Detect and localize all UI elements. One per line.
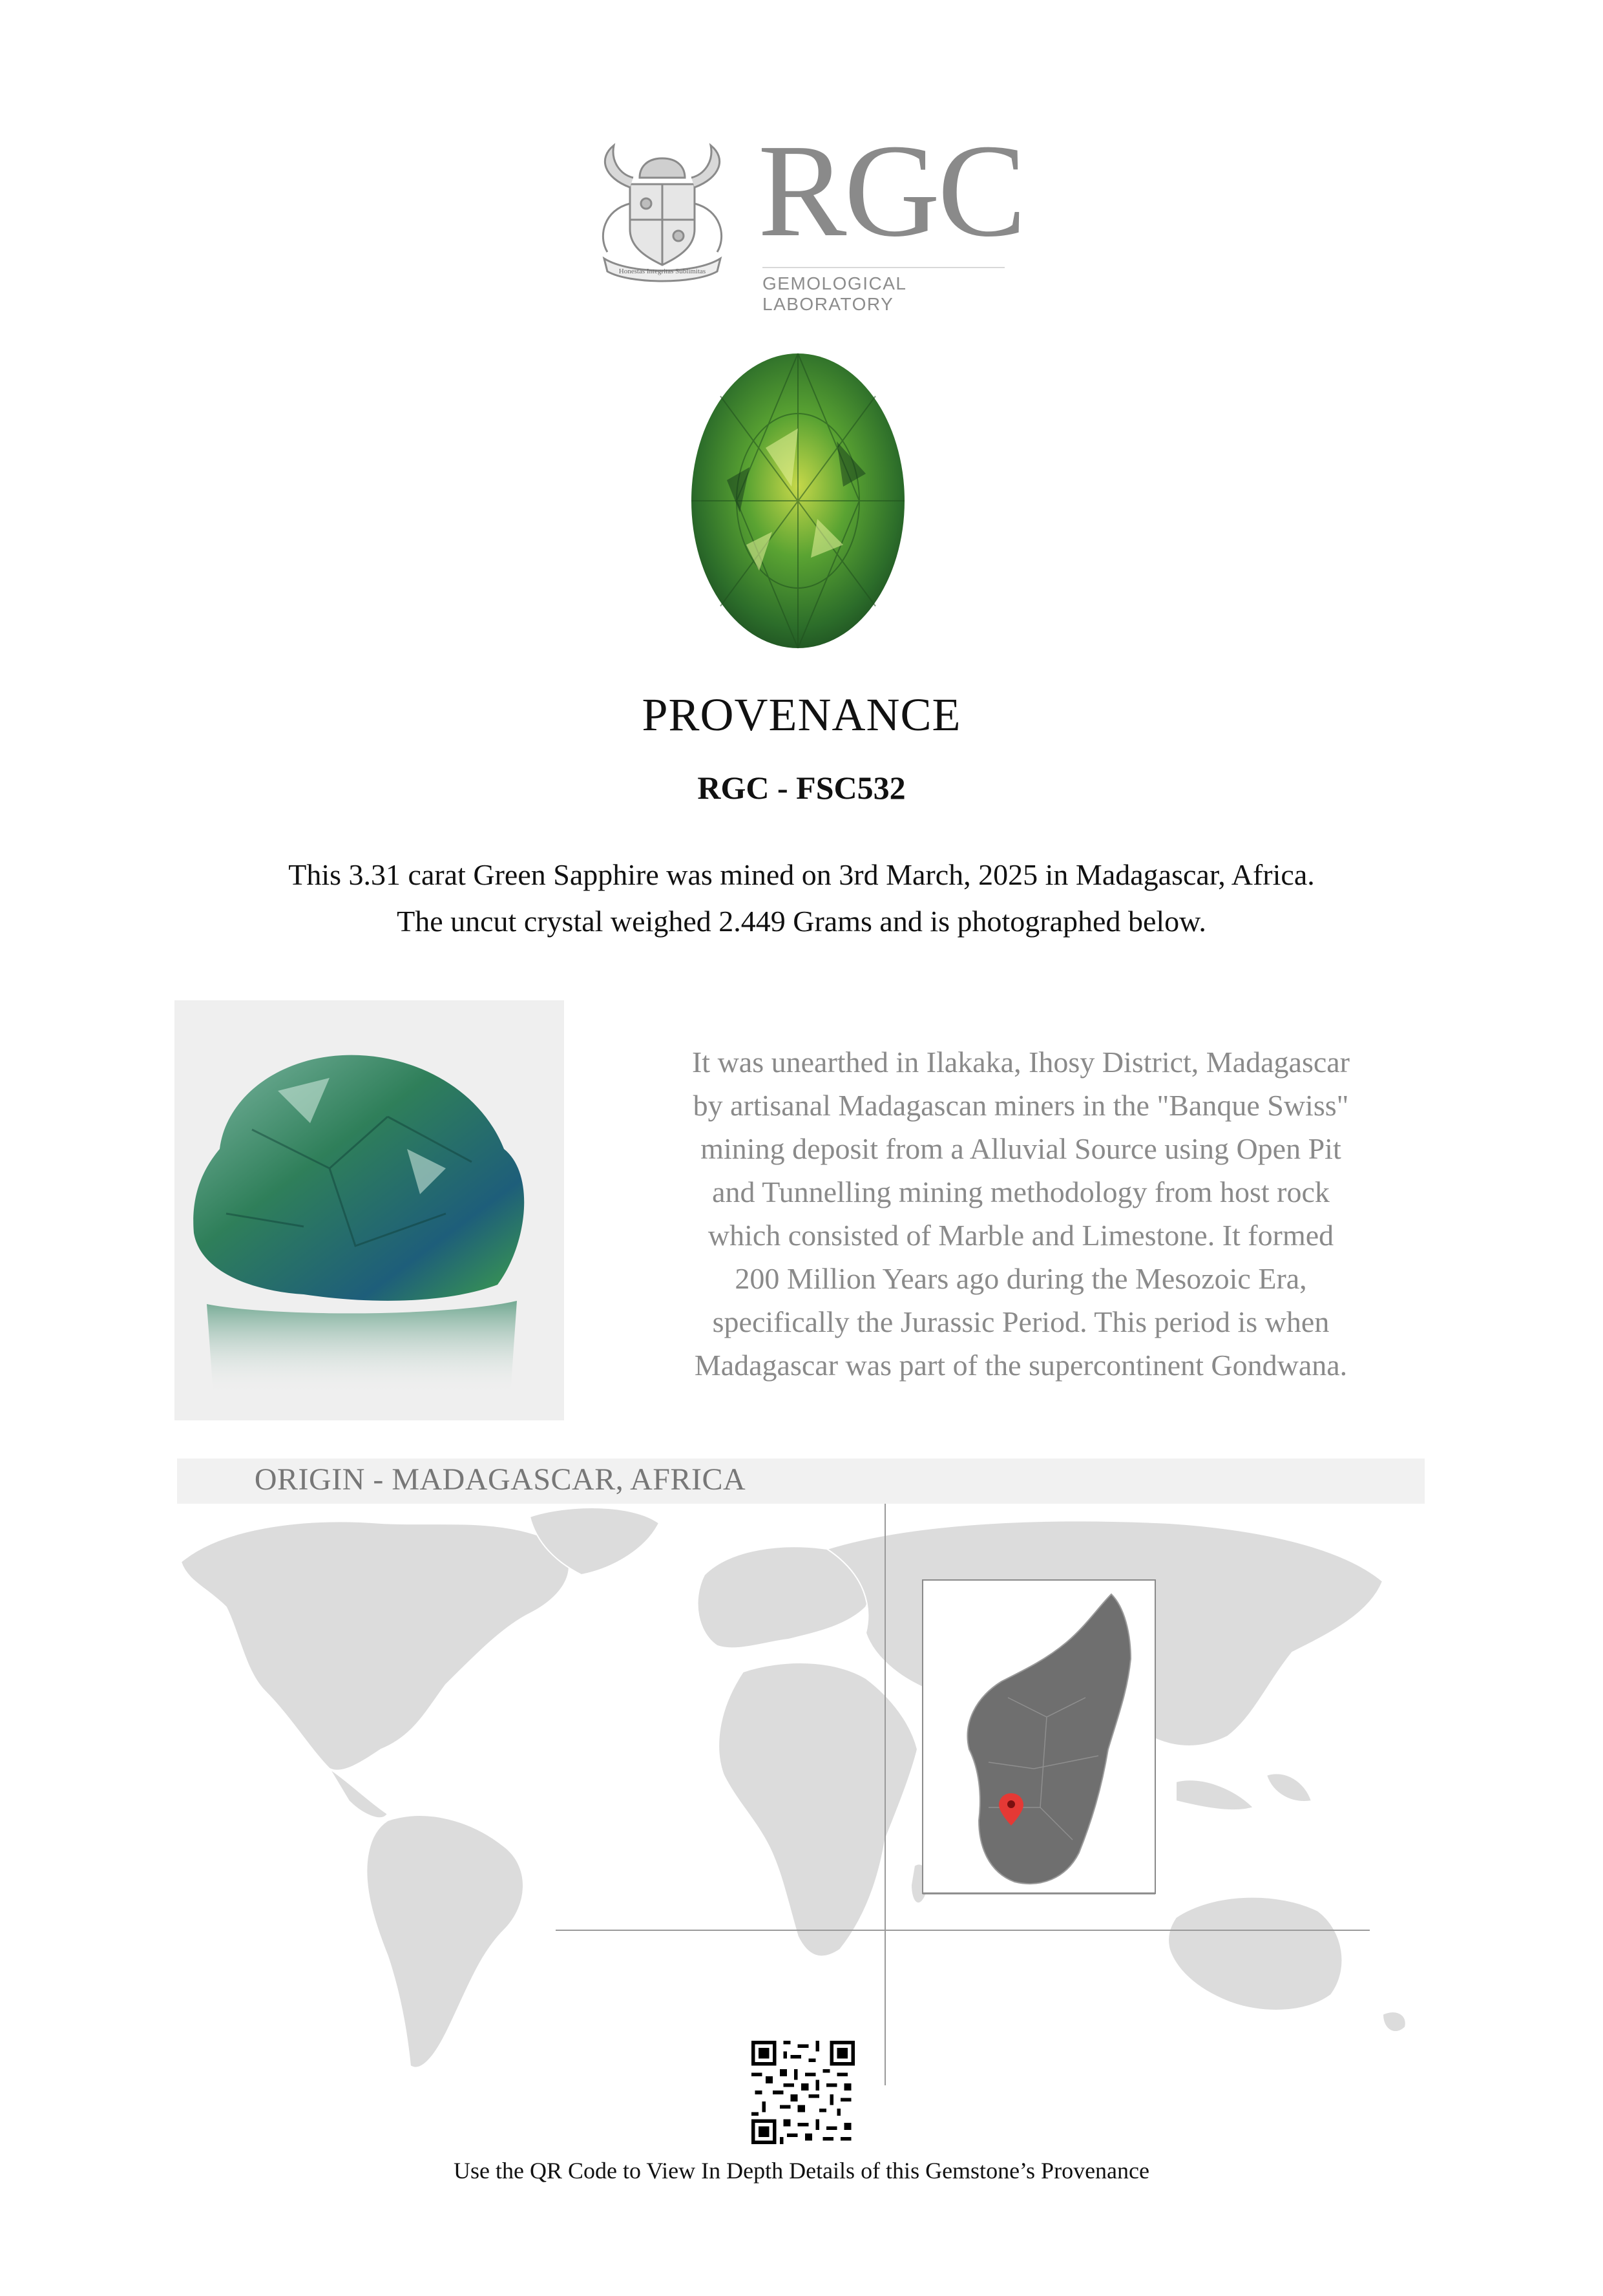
logo-letters: RGC [758, 116, 1024, 264]
description-line: Madagascar was part of the supercontinent Gondwana. [694, 1349, 1348, 1382]
intro-line-1: This 3.31 carat Green Sapphire was mined on 3rd March, 2025 in Madagascar, Africa. [288, 858, 1315, 891]
description-line: which consisted of Marble and Limestone. It formed [707, 1219, 1334, 1252]
provenance-description [620, 1040, 1421, 1387]
intro-text [129, 852, 1474, 945]
crystal-photo [174, 1000, 564, 1420]
certificate-code: RGC - FSC532 [697, 770, 906, 806]
origin-label: ORIGIN - MADAGASCAR, AFRICA [254, 1462, 746, 1497]
madagascar-inset [923, 1580, 1155, 1893]
description-line: It was unearthed in Ilakaka, Ihosy District, Madagascar [691, 1046, 1350, 1079]
qr-code-icon[interactable] [751, 2041, 855, 2144]
crest-motto: Honestas Integritas Sublimitas [618, 268, 706, 275]
logo-subtitle: GEMOLOGICAL LABORATORY [762, 267, 1005, 315]
world-map-icon [168, 1504, 1434, 2105]
intro-line-2: The uncut crystal weighed 2.449 Grams and is photographed below. [397, 905, 1206, 938]
qr-caption: Use the QR Code to View In Depth Details of this Gemstone’s Provenance [454, 2158, 1149, 2184]
description-line: 200 Million Years ago during the Mesozoic Era, [735, 1262, 1307, 1295]
description-line: mining deposit from a Alluvial Source using Open Pit [700, 1132, 1341, 1165]
rough-crystal-icon [174, 1000, 564, 1420]
description-line: specifically the Jurassic Period. This period is when [712, 1305, 1330, 1338]
rgc-logo [585, 116, 1024, 314]
description-line: and Tunnelling mining methodology from host rock [712, 1175, 1330, 1208]
crest-icon [585, 139, 740, 288]
description-line: by artisanal Madagascan miners in the "Banque Swiss" [693, 1089, 1349, 1122]
sapphire-gem-icon [688, 351, 908, 651]
page-title: PROVENANCE [642, 689, 961, 741]
